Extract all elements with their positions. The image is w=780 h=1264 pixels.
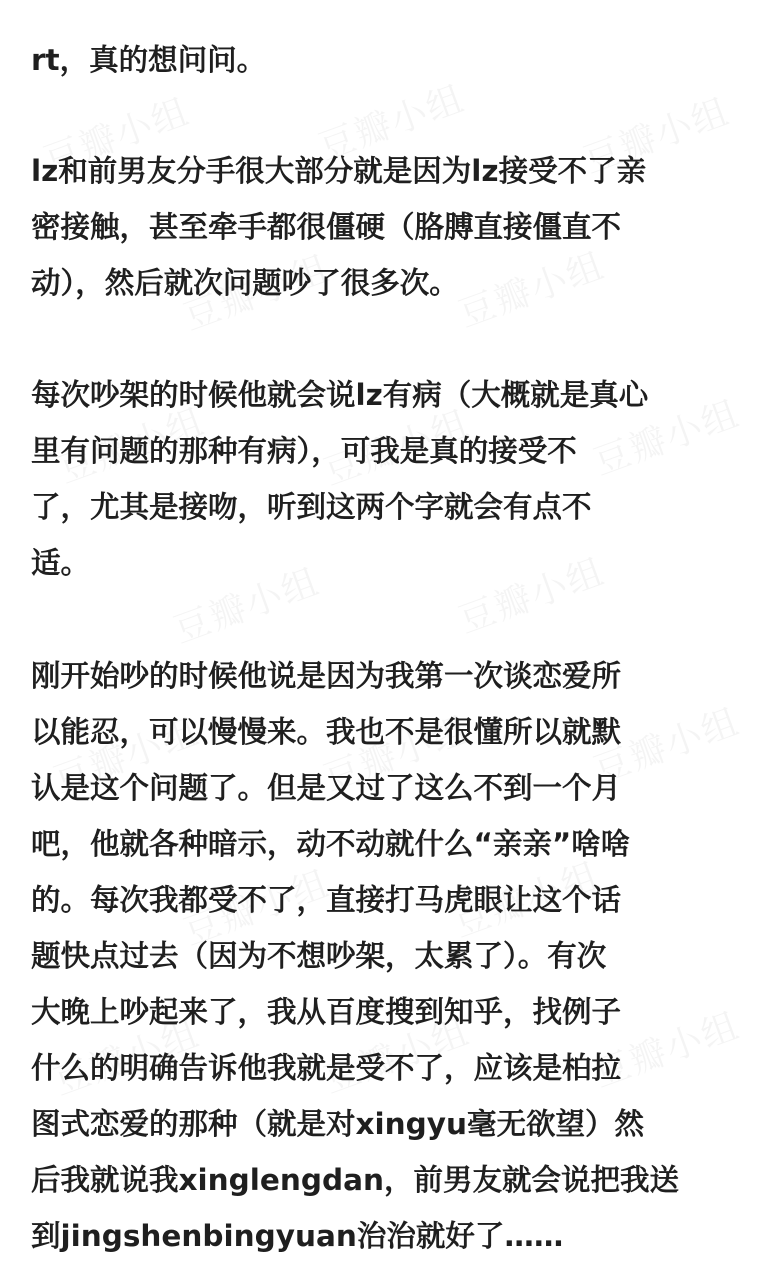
paragraph: [31, 367, 753, 591]
paragraph: [31, 648, 753, 1264]
text-line: 认是这个问题了。但是又过了这么不到一个月: [31, 771, 622, 805]
text-line: 每次吵架的时候他就会说lz有病（大概就是真心: [31, 378, 649, 412]
paragraph: [31, 143, 753, 311]
text-line: 的。每次我都受不了，直接打马虎眼让这个话: [31, 883, 622, 917]
text-line: lz和前男友分手很大部分就是因为lz接受不了亲: [31, 154, 647, 188]
text-line: 吧，他就各种暗示，动不动就什么“亲亲”啥啥: [31, 827, 631, 861]
text-line: 大晚上吵起来了，我从百度搜到知乎，找例子: [31, 995, 622, 1029]
text-line: 什么的明确告诉他我就是受不了，应该是柏拉: [31, 1051, 622, 1085]
text-line: 后我就说我xinglengdan，前男友就会说把我送: [31, 1163, 680, 1197]
text-line: 图式恋爱的那种（就是对xingyu毫无欲望）然: [31, 1107, 644, 1141]
text-line: 密接触，甚至牵手都很僵硬（胳膊直接僵直不: [31, 210, 622, 244]
paragraph: [31, 32, 753, 88]
post-body: [31, 32, 753, 1264]
text-line: 以能忍，可以慢慢来。我也不是很懂所以就默: [31, 715, 622, 749]
text-line: 到jingshenbingyuan治治就好了……: [31, 1219, 564, 1253]
text-line: 里有问题的那种有病），可我是真的接受不: [31, 434, 577, 468]
text-line: 刚开始吵的时候他说是因为我第一次谈恋爱所: [31, 659, 622, 693]
text-line: 了，尤其是接吻，听到这两个字就会有点不: [31, 490, 592, 524]
text-line: rt，真的想问问。: [31, 43, 267, 77]
text-line: 适。: [31, 546, 91, 580]
text-line: 动），然后就次问题吵了很多次。: [31, 266, 459, 300]
text-line: 题快点过去（因为不想吵架，太累了）。有次: [31, 939, 607, 973]
